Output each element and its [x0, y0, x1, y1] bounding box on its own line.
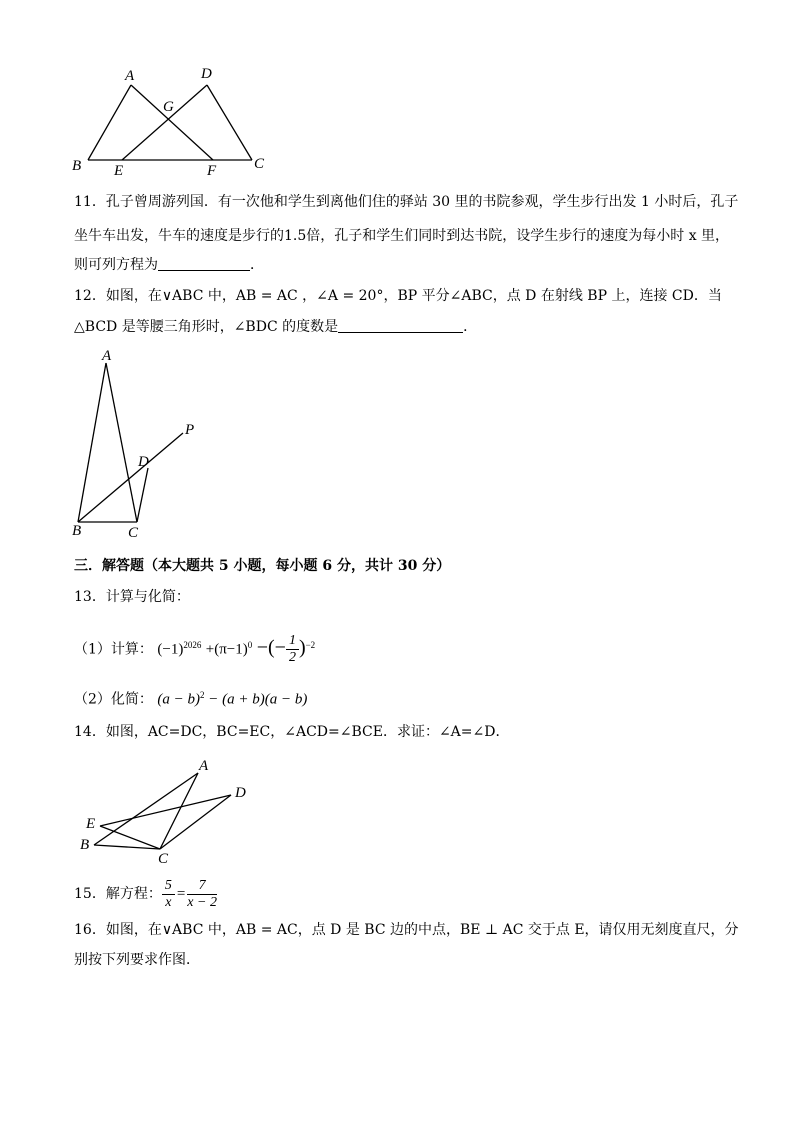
- q15-lhs-num: 5: [162, 878, 175, 895]
- section3-heading: 三．解答题（本大题共 5 小题，每小题 6 分，共计 30 分）: [74, 558, 451, 574]
- q16-line1: 16．如图，在∨ABC 中，AB = AC，点 D 是 BC 边的中点，BE ⊥ AC 交于点 E，请仅用无刻度直尺，分: [74, 922, 739, 938]
- q14-label-A: A: [199, 758, 209, 774]
- q13-part1-exp-b: 0: [247, 639, 253, 650]
- q14-text: 14．如图，AC=DC，BC=EC，∠ACD=∠BCE．求证：∠A=∠D．: [74, 724, 510, 740]
- q11-line3-end: ．: [250, 257, 264, 273]
- q15-lhs-fraction: [162, 878, 175, 911]
- q15-rhs-den: x − 2: [187, 894, 217, 910]
- q14-label-D: D: [235, 785, 246, 801]
- q12-label-P: P: [185, 422, 195, 438]
- q14-label-E: E: [86, 816, 96, 832]
- q13-part2-term-a: (a − b): [157, 691, 200, 708]
- q13-part1-term-d: ): [298, 636, 306, 659]
- label-G: G: [163, 99, 174, 115]
- label-E: E: [114, 163, 124, 179]
- q12-line1: 12．如图，在∨ABC 中，AB = AC ，∠A = 20°，BP 平分∠ABC，点 D 在射线 BP 上，连接 CD．当: [74, 288, 722, 304]
- q12-label-B: B: [72, 523, 82, 539]
- q15-lhs-den: x: [165, 894, 172, 910]
- label-F: F: [207, 163, 217, 179]
- q12-line2-text: △BCD 是等腰三角形时，∠BDC 的度数是: [74, 319, 339, 335]
- label-B: B: [72, 158, 82, 174]
- q15-rhs-fraction: [187, 878, 217, 911]
- q15-equals: =: [176, 886, 186, 902]
- q13-part1-term-a: (−1): [157, 641, 184, 658]
- q13-part1-term-c: −(−: [256, 636, 286, 659]
- q15-label: 15．解方程：: [74, 886, 162, 902]
- q14-label-C: C: [158, 851, 169, 867]
- q13-part1-term-b: +(π−1): [205, 641, 248, 658]
- q13-title: 13．计算与化简：: [74, 589, 190, 605]
- q12-line2-end: ．: [463, 319, 478, 335]
- q13-part1-exp-a: 2026: [183, 639, 202, 650]
- label-A: A: [125, 68, 135, 84]
- q15-rhs-num: 7: [187, 878, 217, 895]
- q11-line2: 坐牛车出发，牛车的速度是步行的1.5倍，孔子和学生们同时到达书院，设学生步行的速度为每小时 x 里，: [74, 228, 730, 244]
- label-C: C: [254, 156, 265, 172]
- q13-frac-num: 1: [286, 633, 299, 650]
- q12-label-A: A: [102, 348, 112, 364]
- q11-line1: 11．孔子曾周游列国．有一次他和学生到离他们住的驿站 30 里的书院参观，学生步行出发 1 小时后，孔子: [74, 194, 739, 210]
- q13-part1-exp-d: −2: [305, 639, 316, 650]
- q13-part2-exp-a: 2: [200, 690, 205, 700]
- label-D: D: [201, 66, 212, 82]
- q15: [74, 877, 217, 911]
- q12-label-C: C: [128, 525, 139, 541]
- q11-line3-text: 则可列方程为: [74, 257, 158, 273]
- q13-frac-den: 2: [288, 650, 296, 665]
- q13-part2-term-b: − (a + b)(a − b): [204, 691, 308, 708]
- q14-label-B: B: [80, 837, 90, 853]
- q12-label-D: D: [138, 454, 149, 470]
- q13-part1-label: （1）计算：: [74, 641, 153, 658]
- q16-line2: 别按下列要求作图．: [74, 952, 200, 968]
- q13-part2-label: （2）化简：: [74, 691, 153, 708]
